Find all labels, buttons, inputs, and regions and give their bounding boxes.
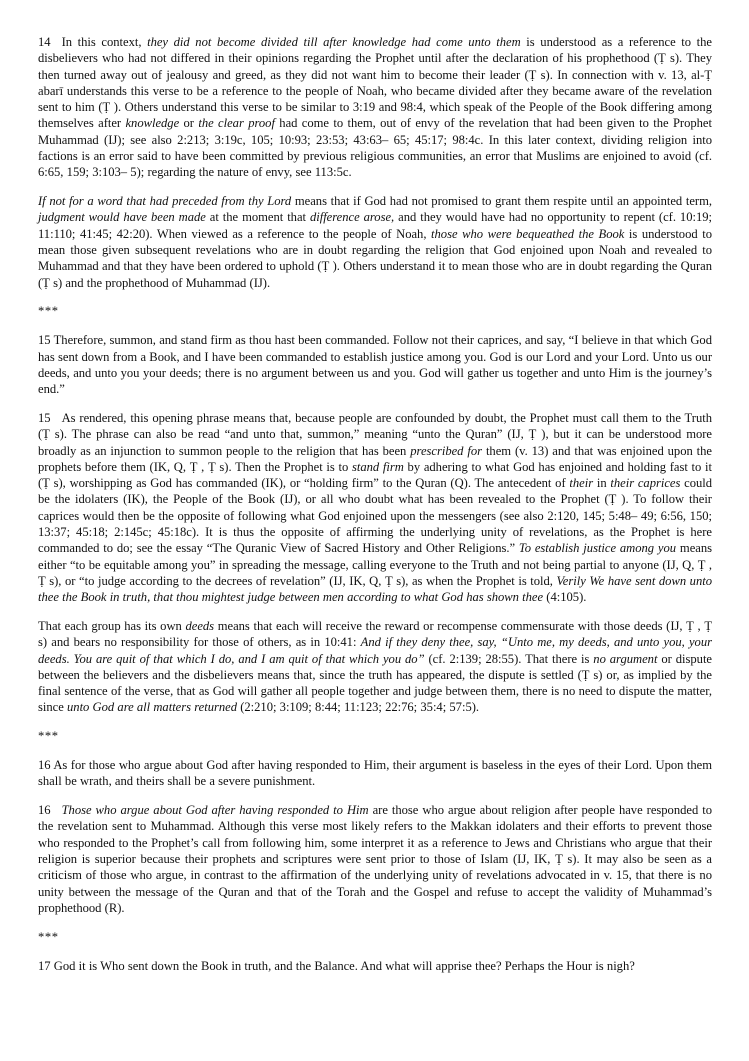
body-text-run: means that each will receive the reward or recompense commensurate with those deeds (IJ, Ṭ , Ṭ s) and bears no responsibility for those of others, as in 10:41: xyxy=(38,619,712,650)
body-text-run: by adhering to what God has enjoined and holding fast to it (Ṭ s), worshipping as God has commanded (IK), or “holding firm” to the Quran (Q). The antecedent of xyxy=(38,459,712,491)
body-text-run: is understood to mean those given subsequent revelations who are in doubt regarding the religion that God enjoined upon Noah and revealed to Muhammad and that they have been ordered to uphold (Ṭ ). Others understand it to mean those who are in doubt regarding the Quran (Ṭ s) and the prophethood of Muhammad (IJ). xyxy=(38,226,712,290)
body-text-run: 16 As for those who argue about God after having responded to Him, their argument is baseless in the eyes of their Lord. Upon them shall be wrath, and theirs shall be a severe punishment. xyxy=(38,758,712,789)
body-text-run: and they would have had no opportunity to repent (cf. 10:19; 11:110; 41:45; 42:20). When viewed as a reference to the people of Noah, xyxy=(38,210,712,241)
quoted-text-run: the clear proof xyxy=(198,116,275,131)
quoted-text-run: And if they deny thee, say, “Unto me, my deeds, and unto you, your deeds. You are quit of that which I do, and I am quit of that which you do” xyxy=(38,635,712,666)
body-text-run: That each group has its own xyxy=(38,619,186,633)
quoted-text-run: If not for a word that had preceded from thy Lord xyxy=(38,194,292,209)
commentary-continuation-paragraph xyxy=(38,193,712,291)
body-text-run: means either “to be equitable among you” in spreading the message, calling everyone to the Truth and not being partial to anyone (IJ, Q, Ṭ , Ṭ s), or “to judge according to the decrees of revelation” (IJ, IK, Q, Ṭ s), as when the Prophet is told, xyxy=(38,541,712,588)
quoted-text-run: judgment would have been made xyxy=(38,210,206,225)
quoted-text-run: their caprices xyxy=(610,476,681,491)
verse-number-gap xyxy=(51,802,62,818)
section-separator: *** xyxy=(38,304,59,319)
body-text-run: is understood as a reference to the disbelievers who had not differed in their opinions regarding the Prophet until after the declaration of his prophethood (Ṭ s). They then turned away out of jealousy and greed, as they did not want him to become their leader (Ṭ s). In connection with v. 13, al-Ṭ abarī understands this verse to be a reference to the people of Noah, who became divided after they became aware of the revelation sent to him (Ṭ ). Others understand this verse to be similar to 3:19 and 98:4, which speak of the People of the Book differing among themselves after xyxy=(38,35,712,131)
section-separator: *** xyxy=(38,729,59,744)
body-text-run: As rendered, this opening phrase means that, because people are confounded by doubt, the Prophet must call them to the Truth (Ṭ s). The phrase can also be read “and unto that, summon,” meaning “unto the Quran” (IJ, Ṭ ), but it can be understood more broadly as an injunction to summon people to the religion that has been xyxy=(38,410,712,458)
commentary-paragraph-15 xyxy=(38,410,712,606)
quoted-text-run: knowledge xyxy=(125,116,180,131)
verse-paragraph-15 xyxy=(38,332,712,397)
verse-number: 16 xyxy=(38,803,51,818)
quoted-text-run: difference arose, xyxy=(309,210,395,225)
body-text-run: means that if God had not promised to grant them respite until an appointed term, xyxy=(291,194,712,209)
verse-paragraph-16 xyxy=(38,757,712,790)
quoted-text-run: prescribed for xyxy=(410,443,483,458)
quoted-text-run: To establish justice among you xyxy=(518,541,677,556)
body-text-run: or xyxy=(179,116,199,131)
quoted-text-run: stand firm xyxy=(351,459,404,474)
quoted-text-run: those who were bequeathed the Book xyxy=(431,226,625,241)
text-column xyxy=(38,34,712,974)
body-text-run: In this context, xyxy=(61,35,148,49)
quoted-text-run: Those who argue about God after having responded to Him xyxy=(61,803,369,818)
verse-number-gap xyxy=(51,410,62,426)
body-text-run: 15 Therefore, summon, and stand firm as thou hast been commanded. Follow not their caprices, and say, “I believe in that which God has sent down from a Book, and I have been commanded to establish justice among you. God is our Lord and your Lord. Unto us our deeds, and unto you your deeds; there is no argument between us and you. God will gather us together and unto Him is the journey’s end.” xyxy=(38,333,712,397)
quoted-text-run: their xyxy=(569,476,594,491)
body-text-run: are those who argue about religion after people have responded to the revelation sent to Muhammad. Although this verse most likely refers to the Makkan idolaters and their efforts to prevent those who responded to the Prophet’s call from following him, some interpret it as a reference to Jews and Christians who argue that their religion is superior because their prophets and scriptures were sent prior to those of Islam (IJ, IK, Ṭ s). It may also be seen as a criticism of those who argue, in contrast to the affirmation of the underlying unity of revelations advocated in v. 15, that there is no unity between the message of the Quran and that of the Torah and the Gospel and refuse to accept the validity of Muhammad’s prophethood (R). xyxy=(38,803,712,915)
verse-number: 15 xyxy=(38,410,51,425)
body-text-run: in xyxy=(593,476,611,491)
body-text-run: had come to them, out of envy of the revelation that had been given to the Prophet Muhammad (IJ); see also 2:213; 3:19c, 105; 10:93; 23:53; 43:63– 65; 45:17; 98:4c. In this later context, dividing religion into factions is an error said to have been committed by previous religious communities, an error that Muslims are enjoined to avoid (cf. 6:65, 159; 3:103– 5); regarding the nature of envy, see 113:5c. xyxy=(38,116,712,180)
body-text-run: (4:105). xyxy=(543,590,587,605)
verse-paragraph-17 xyxy=(38,958,712,974)
body-text-run: at the moment that xyxy=(205,210,310,225)
commentary-paragraph-14 xyxy=(38,34,712,181)
commentary-paragraph-16 xyxy=(38,802,712,916)
quoted-text-run: they did not become divided till after knowledge had come unto them xyxy=(147,35,521,49)
quoted-text-run: no argument xyxy=(593,651,658,666)
verse-number: 14 xyxy=(38,35,51,49)
quoted-text-run: unto God are all matters returned xyxy=(67,700,237,715)
body-text-run: or dispute between the believers and the disbelievers means that, since the truth has appeared, the dispute is settled (Ṭ s) or, as implied by the final sentence of the verse, that as God will gather all people together and judge between them, there is no need to dispute the matter, since xyxy=(38,651,712,715)
quoted-text-run: deeds xyxy=(185,619,215,633)
body-text-run: them (v. 13) and that was enjoined upon the prophets before them (IK, Q, Ṭ , Ṭ s). Then the Prophet is to xyxy=(38,443,712,474)
commentary-continuation-paragraph xyxy=(38,618,712,716)
body-text-run: 17 God it is Who sent down the Book in truth, and the Balance. And what will apprise thee? Perhaps the Hour is nigh? xyxy=(38,958,635,973)
body-text-run: (2:210; 3:109; 8:44; 11:123; 22:76; 35:4; 57:5). xyxy=(236,700,480,715)
section-separator: *** xyxy=(38,929,59,944)
quoted-text-run: Verily We have sent down unto thee the Book in truth, that thou mightest judge between men according to what God has shown thee xyxy=(38,573,712,605)
body-text-run: could be the idolaters (IK), the People of the Book (IJ), or all who doubt what has been revealed to the Prophet (Ṭ ). To follow their caprices would then be the opposite of following what God enjoined upon the messengers (see also 2:120, 145; 5:48– 49; 6:56, 150; 13:37; 45:18; 2:145c; 45:18c). It is thus the opposite of affirming the underlying unity of revelations, as the Prophet is here commanded to do; see the essay “The Quranic View of Sacred History and Other Religions.” xyxy=(38,476,713,556)
verse-number-gap xyxy=(51,34,62,50)
body-text-run: (cf. 2:139; 28:55). That there is xyxy=(424,651,594,666)
